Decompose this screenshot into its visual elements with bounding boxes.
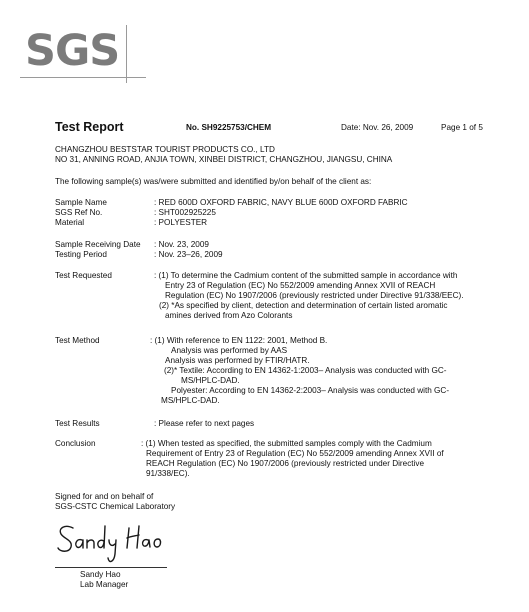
laboratory-name: SGS-CSTC Chemical Laboratory <box>55 502 176 511</box>
test-method-label: Test Method <box>55 336 100 345</box>
conclusion-label: Conclusion <box>55 439 96 448</box>
conclusion-line: : (1) When tested as specified, the submitted samples comply with the Cadmium <box>141 439 432 448</box>
intro-text: The following sample(s) was/were submitted and identified by/on behalf of the client as: <box>55 177 372 186</box>
sample-name-label: Sample Name <box>55 198 107 207</box>
sgs-ref-value: : SHT002925225 <box>154 208 216 217</box>
page-number: Page 1 of 5 <box>441 123 483 132</box>
material-value: : POLYESTER <box>154 218 208 227</box>
conclusion-text <box>141 439 444 479</box>
report-number: No. SH9225753/CHEM <box>186 123 272 132</box>
conclusion-line: REACH Regulation (EC) No 1907/2006 (previously restricted under Directive <box>146 459 425 468</box>
test-requested-line: (2) *As specified by client, detection and determination of certain listed aromatic <box>159 301 448 310</box>
report-title: Test Report <box>55 120 124 134</box>
test-method-text <box>150 336 449 406</box>
sample-name-value: : RED 600D OXFORD FABRIC, NAVY BLUE 600D OXFORD FABRIC <box>154 198 408 207</box>
conclusion-line: 91/338/EC). <box>146 469 190 478</box>
conclusion-line: Requirement of Entry 23 of Regulation (EC) No 552/2009 amending Annex XVII of <box>146 449 444 458</box>
test-requested-line: amines derived from Azo Colorants <box>165 311 293 320</box>
logo-vertical-rule <box>126 25 127 83</box>
client-name: CHANGZHOU BESTSTAR TOURIST PRODUCTS CO., LTD <box>55 145 275 154</box>
test-requested-line: : (1) To determine the Cadmium content of the submitted sample in accordance with <box>154 271 458 280</box>
test-results-label: Test Results <box>55 419 100 428</box>
test-method-line: MS/HPLC-DAD. <box>181 376 240 385</box>
signer-title: Lab Manager <box>80 580 129 589</box>
testing-period-label: Testing Period <box>55 250 107 259</box>
test-requested-line: Entry 23 of Regulation (EC) No 552/2009 amending Annex XVII of REACH <box>165 281 436 290</box>
test-requested-line: Regulation (EC) No 1907/2006 (previously restricted under Directive 91/338/EEC). <box>165 291 464 300</box>
test-requested-text <box>154 271 464 321</box>
signer-name: Sandy Hao <box>80 570 121 579</box>
material-label: Material <box>55 218 85 227</box>
sgs-logo-text: SGS <box>25 26 120 76</box>
test-method-line: Analysis was performed by FTIR/HATR. <box>165 356 310 365</box>
handwritten-signature <box>55 520 175 568</box>
test-requested-label: Test Requested <box>55 271 112 280</box>
receiving-date-value: : Nov. 23, 2009 <box>154 240 209 249</box>
logo-horizontal-rule <box>20 77 146 78</box>
signature-line <box>55 567 167 568</box>
signed-on-behalf: Signed for and on behalf of <box>55 492 154 501</box>
receiving-date-label: Sample Receiving Date <box>55 240 141 249</box>
report-date: Date: Nov. 26, 2009 <box>341 123 414 132</box>
test-method-line: MS/HPLC-DAD. <box>161 396 220 405</box>
client-address: NO 31, ANNING ROAD, ANJIA TOWN, XINBEI DISTRICT, CHANGZHOU, JIANGSU, CHINA <box>55 155 393 164</box>
test-method-line: Analysis was performed by AAS <box>171 346 288 355</box>
test-method-line: Polyester: According to EN 14362-2:2003– Analysis was conducted with GC- <box>171 386 450 395</box>
sgs-ref-label: SGS Ref No. <box>55 208 103 217</box>
testing-period-value: : Nov. 23–26, 2009 <box>154 250 223 259</box>
test-method-line: : (1) With reference to EN 1122: 2001, Method B. <box>150 336 328 345</box>
test-results-value: : Please refer to next pages <box>154 419 255 428</box>
test-method-line: (2)* Textile: According to EN 14362-1:2003– Analysis was conducted with GC- <box>164 366 447 375</box>
